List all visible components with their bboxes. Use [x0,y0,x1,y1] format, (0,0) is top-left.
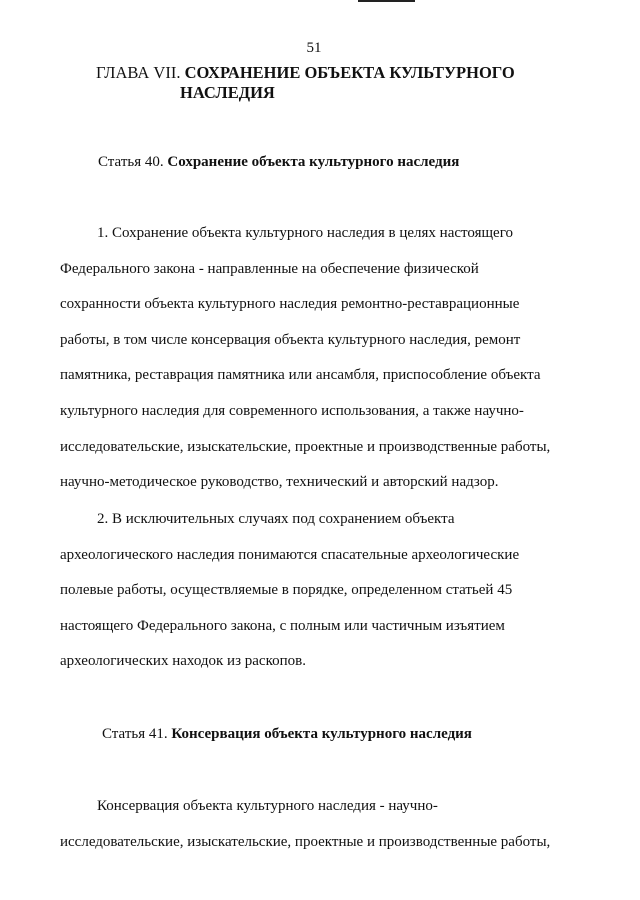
text-line: исследовательские, изыскательские, проектные и производственные работы, [60,833,551,850]
article-41-heading [102,724,472,744]
article-41-paragraph-1 [60,796,564,867]
text-line: настоящего Федерального закона, с полным или частичным изъятием [60,617,505,634]
text-line: 1. Сохранение объекта культурного наследия в целях настоящего [97,225,513,241]
page-number: 51 [306,40,322,56]
article-40-title: Сохранение объекта культурного наследия [167,154,460,170]
text-line: культурного наследия для современного использования, а также научно- [60,402,524,419]
text-line: полевые работы, осуществляемые в порядке, определенном статьей 45 [60,582,513,599]
text-line: исследовательские, изыскательские, проектные и производственные работы, [60,438,551,455]
text-line: археологических находок из раскопов. [60,653,306,670]
chapter-title-line1: СОХРАНЕНИЕ ОБЪЕКТА КУЛЬТУРНОГО [184,63,515,82]
chapter-label: ГЛАВА VII. [96,63,181,82]
text-line: научно-методическое руководство, технический и авторский надзор. [60,474,499,491]
article-41-number: Статья 41. [102,726,168,742]
article-40-paragraph-1 [60,223,564,508]
text-line: памятника, реставрация памятника или ансамбля, приспособление объекта [60,367,541,384]
chapter-title-line2: НАСЛЕДИЯ [180,83,275,102]
text-line: Федерального закона - направленные на обеспечение физической [60,260,479,277]
text-line: работы, в том числе консервация объекта культурного наследия, ремонт [60,331,521,348]
text-line: археологического наследия понимаются спасательные археологические [60,546,520,563]
top-rule-divider [358,0,415,2]
text-line: сохранности объекта культурного наследия ремонтно-реставрационные [60,296,520,313]
chapter-title [96,63,576,103]
article-41-title: Консервация объекта культурного наследия [171,726,472,742]
article-40-paragraph-2 [60,509,564,687]
article-40-number: Статья 40. [98,154,164,170]
text-line: Консервация объекта культурного наследия - научно- [97,798,438,814]
text-line: 2. В исключительных случаях под сохранением объекта [97,511,455,527]
article-40-heading [98,152,459,172]
